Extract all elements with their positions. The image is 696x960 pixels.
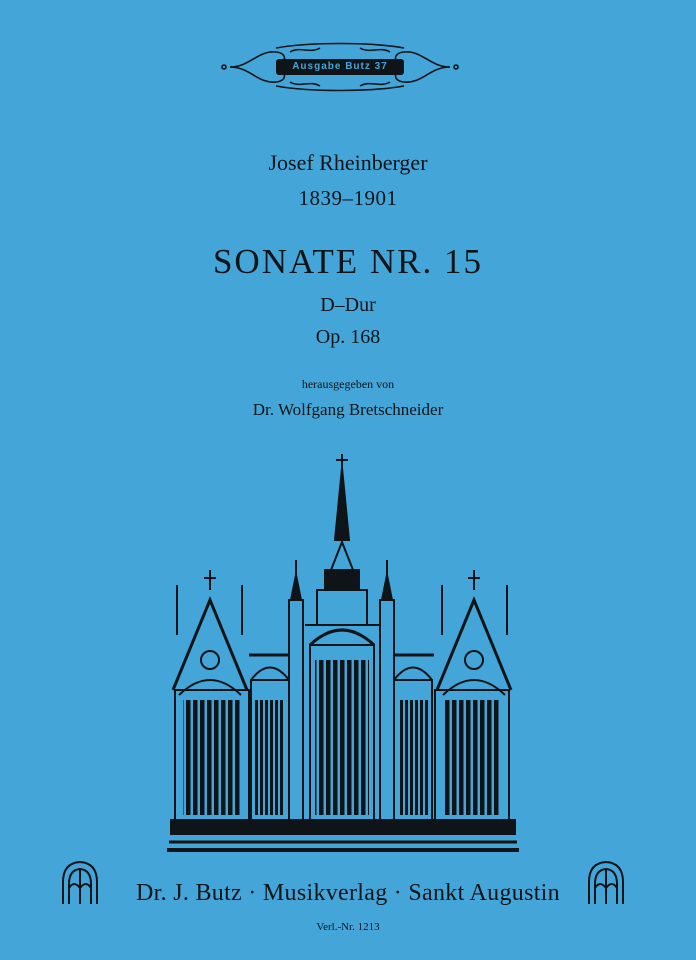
- publisher-name: Dr. J. Butz · Musikverlag · Sankt Augustin: [136, 880, 560, 906]
- plate-number: Verl.-Nr. 1213: [316, 921, 380, 933]
- organ-illustration: [165, 450, 525, 860]
- organ-case-icon: [165, 450, 525, 860]
- composer-name: Josef Rheinberger: [268, 150, 428, 175]
- work-title: SONATE NR. 15: [212, 242, 484, 281]
- editor-label: herausgegeben von: [301, 377, 395, 391]
- work-opus: Op. 168: [315, 326, 381, 348]
- editor-name: Dr. Wolfgang Bretschneider: [252, 400, 444, 419]
- work-key: D–Dur: [320, 294, 376, 316]
- series-label: Ausgabe Butz 37: [292, 61, 388, 72]
- composer-dates: 1839–1901: [298, 186, 398, 210]
- series-ornament: [220, 40, 460, 94]
